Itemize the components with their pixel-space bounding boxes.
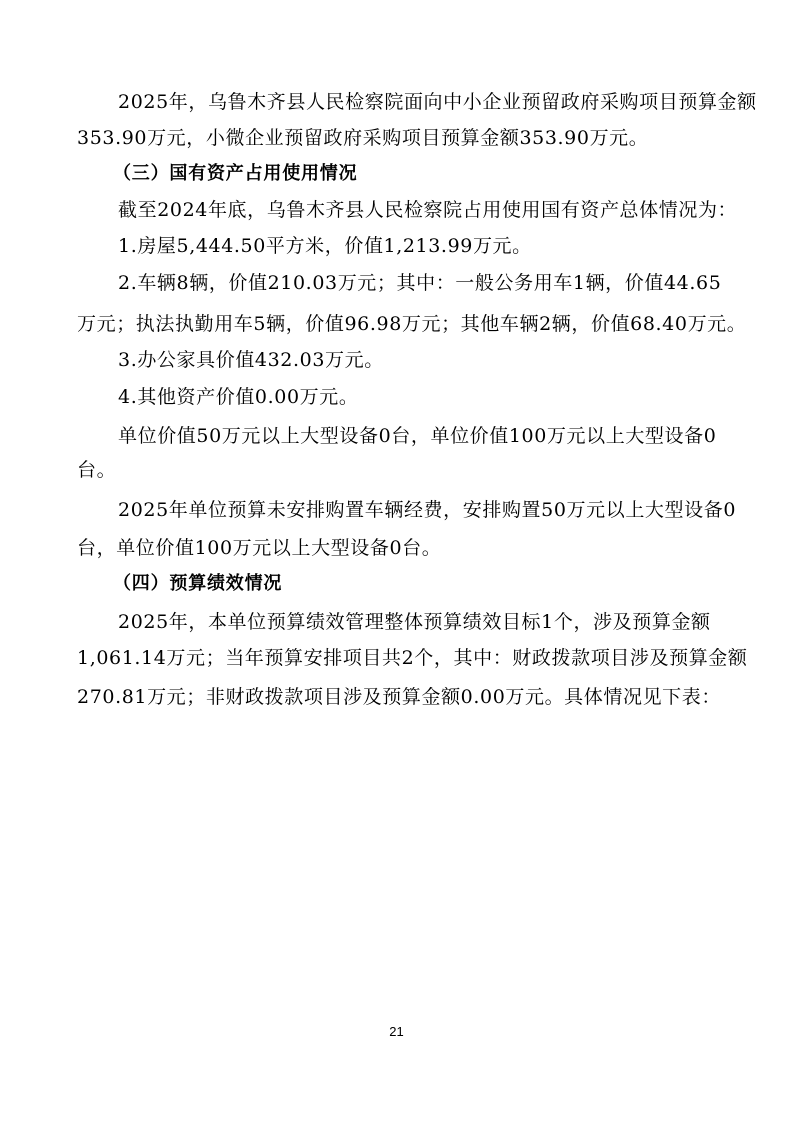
paragraph-line: 353.90万元，小微企业预留政府采购项目预算金额353.90万元。 — [77, 127, 649, 149]
paragraph-line: 台。 — [77, 459, 117, 481]
paragraph-line: 台，单位价值100万元以上大型设备0台。 — [77, 537, 442, 559]
paragraph-line: 1,061.14万元；当年预算安排项目共2个，其中：财政拨款项目涉及预算金额 — [77, 647, 748, 669]
paragraph-line: 2025年单位预算未安排购置车辆经费，安排购置50万元以上大型设备0 — [118, 499, 737, 521]
section-heading: （四）预算绩效情况 — [113, 573, 283, 594]
paragraph-line: 截至2024年底，乌鲁木齐县人民检察院占用使用国有资产总体情况为： — [118, 199, 738, 221]
paragraph-line: 2025年，乌鲁木齐县人民检察院面向中小企业预留政府采购项目预算金额 — [118, 91, 757, 113]
paragraph-line: 2025年，本单位预算绩效管理整体预算绩效目标1个，涉及预算金额 — [118, 611, 711, 633]
list-item: 1.房屋5,444.50平方米，价值1,213.99万元。 — [118, 235, 532, 257]
list-item: 2.车辆8辆，价值210.03万元；其中：一般公务用车1辆，价值44.65 — [118, 272, 722, 294]
paragraph-line: 单位价值50万元以上大型设备0台，单位价值100万元以上大型设备0 — [118, 425, 717, 447]
page-number: 21 — [389, 1024, 404, 1039]
section-heading: （三）国有资产占用使用情况 — [113, 163, 358, 184]
paragraph-line: 万元；执法执勤用车5辆，价值96.98万元；其他车辆2辆，价值68.40万元。 — [77, 313, 747, 335]
list-item: 4.其他资产价值0.00万元。 — [118, 386, 359, 408]
paragraph-line: 270.81万元；非财政拨款项目涉及预算金额0.00万元。具体情况见下表： — [77, 686, 721, 708]
list-item: 3.办公家具价值432.03万元。 — [118, 349, 384, 371]
